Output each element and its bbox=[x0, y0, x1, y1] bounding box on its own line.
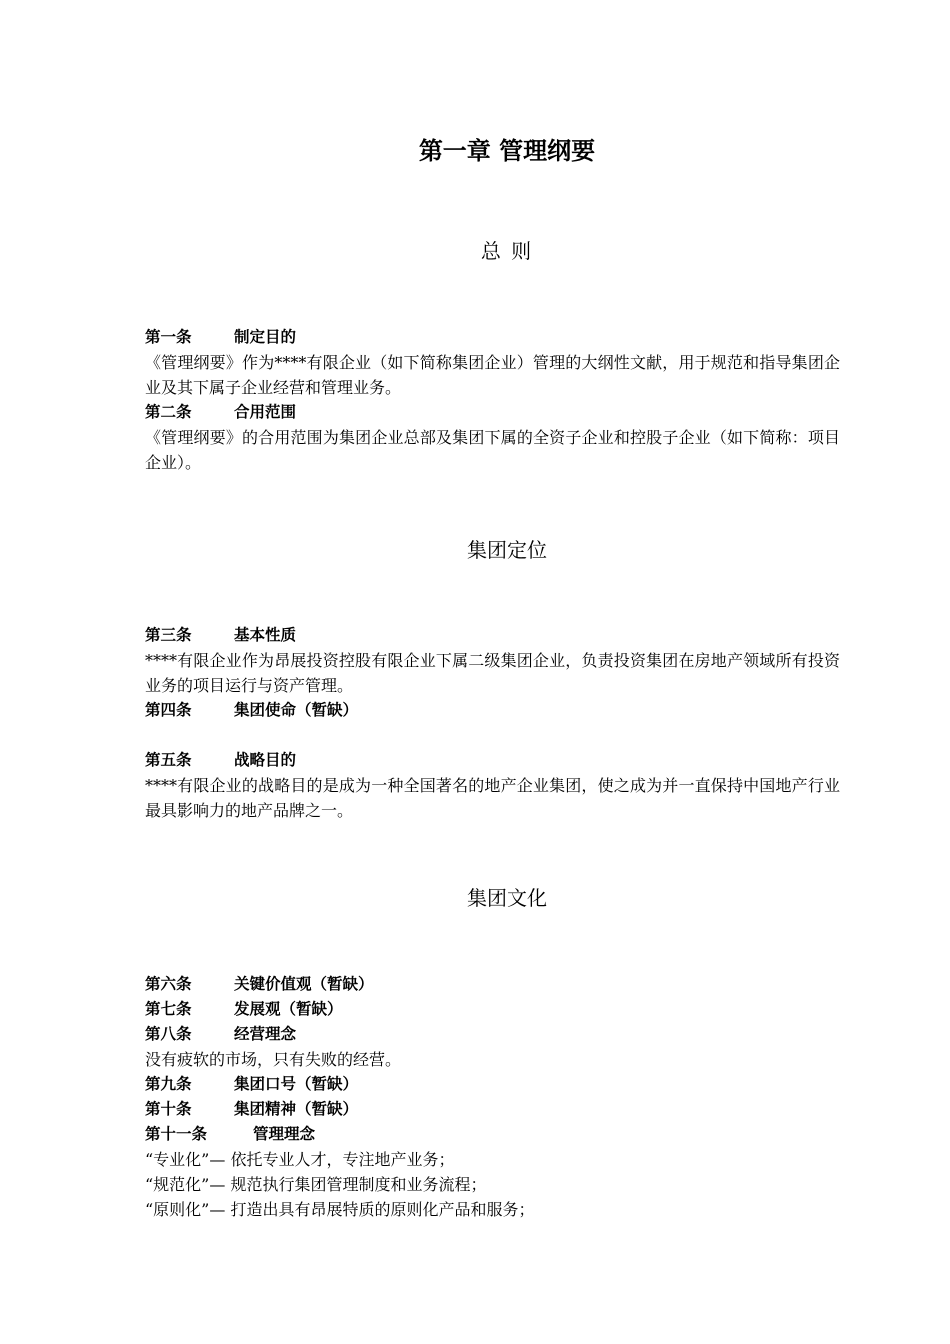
blank-line bbox=[145, 723, 840, 748]
article-body: 《管理纲要》的合用范围为集团企业总部及集团下属的全资子企业和控股子企业（如下简称：项目企业）。 bbox=[145, 428, 840, 472]
principle-item: “专业化”— 依托专业人才，专注地产业务； bbox=[145, 1150, 455, 1169]
article-body: ****有限企业作为昂展投资控股有限企业下属二级集团企业，负责投资集团在房地产领域所有投资业务的项目运行与资产管理。 bbox=[145, 651, 840, 695]
article-number: 第十条 bbox=[145, 1100, 192, 1118]
section-title-general: 总 则 bbox=[480, 239, 534, 263]
article-heading bbox=[145, 623, 840, 648]
article-body: 没有疲软的市场，只有失败的经营。 bbox=[145, 1050, 402, 1069]
article-title: 关键价值观（暂缺） bbox=[234, 975, 374, 993]
article-number: 第三条 bbox=[145, 626, 192, 644]
section-culture-body bbox=[145, 972, 840, 1222]
article-number: 第四条 bbox=[145, 701, 192, 719]
article-number: 第九条 bbox=[145, 1075, 192, 1093]
section-positioning-body bbox=[145, 623, 840, 823]
principle-item: “原则化”— 打造出具有昂展特质的原则化产品和服务； bbox=[145, 1200, 535, 1219]
article-number: 第二条 bbox=[145, 403, 192, 421]
article-heading bbox=[145, 1122, 840, 1147]
article-number: 第一条 bbox=[145, 328, 192, 346]
article-number: 第五条 bbox=[145, 751, 192, 769]
article-title: 制定目的 bbox=[234, 328, 297, 346]
article-heading bbox=[145, 698, 840, 723]
chapter-title: 第一章 管理纲要 bbox=[418, 137, 596, 165]
article-title: 集团精神（暂缺） bbox=[234, 1100, 359, 1118]
article-number: 第七条 bbox=[145, 1000, 192, 1018]
article-heading bbox=[145, 1022, 840, 1047]
article-title: 集团使命（暂缺） bbox=[234, 701, 359, 719]
article-title: 战略目的 bbox=[234, 751, 297, 769]
article-number: 第十一条 bbox=[145, 1125, 208, 1143]
article-title: 发展观（暂缺） bbox=[234, 1000, 343, 1018]
article-body: ****有限企业的战略目的是成为一种全国著名的地产企业集团，使之成为并一直保持中国地产行业最具影响力的地产品牌之一。 bbox=[145, 776, 840, 820]
article-title: 经营理念 bbox=[234, 1025, 297, 1043]
article-heading bbox=[145, 972, 840, 997]
article-heading bbox=[145, 325, 840, 350]
article-heading bbox=[145, 1097, 840, 1122]
section-general-body bbox=[145, 325, 840, 475]
article-number: 第六条 bbox=[145, 975, 192, 993]
article-title: 集团口号（暂缺） bbox=[234, 1075, 359, 1093]
article-number: 第八条 bbox=[145, 1025, 192, 1043]
article-title: 基本性质 bbox=[234, 626, 297, 644]
article-heading bbox=[145, 997, 840, 1022]
article-title: 合用范围 bbox=[234, 403, 297, 421]
article-body: 《管理纲要》作为****有限企业（如下简称集团企业）管理的大纲性文献，用于规范和指导集团企业及其下属子企业经营和管理业务。 bbox=[145, 353, 840, 397]
principle-item: “规范化”— 规范执行集团管理制度和业务流程； bbox=[145, 1175, 487, 1194]
section-title-culture: 集团文化 bbox=[467, 886, 547, 910]
article-title: 管理理念 bbox=[253, 1125, 316, 1143]
article-heading bbox=[145, 748, 840, 773]
article-heading bbox=[145, 400, 840, 425]
section-title-positioning: 集团定位 bbox=[467, 538, 547, 562]
article-heading bbox=[145, 1072, 840, 1097]
